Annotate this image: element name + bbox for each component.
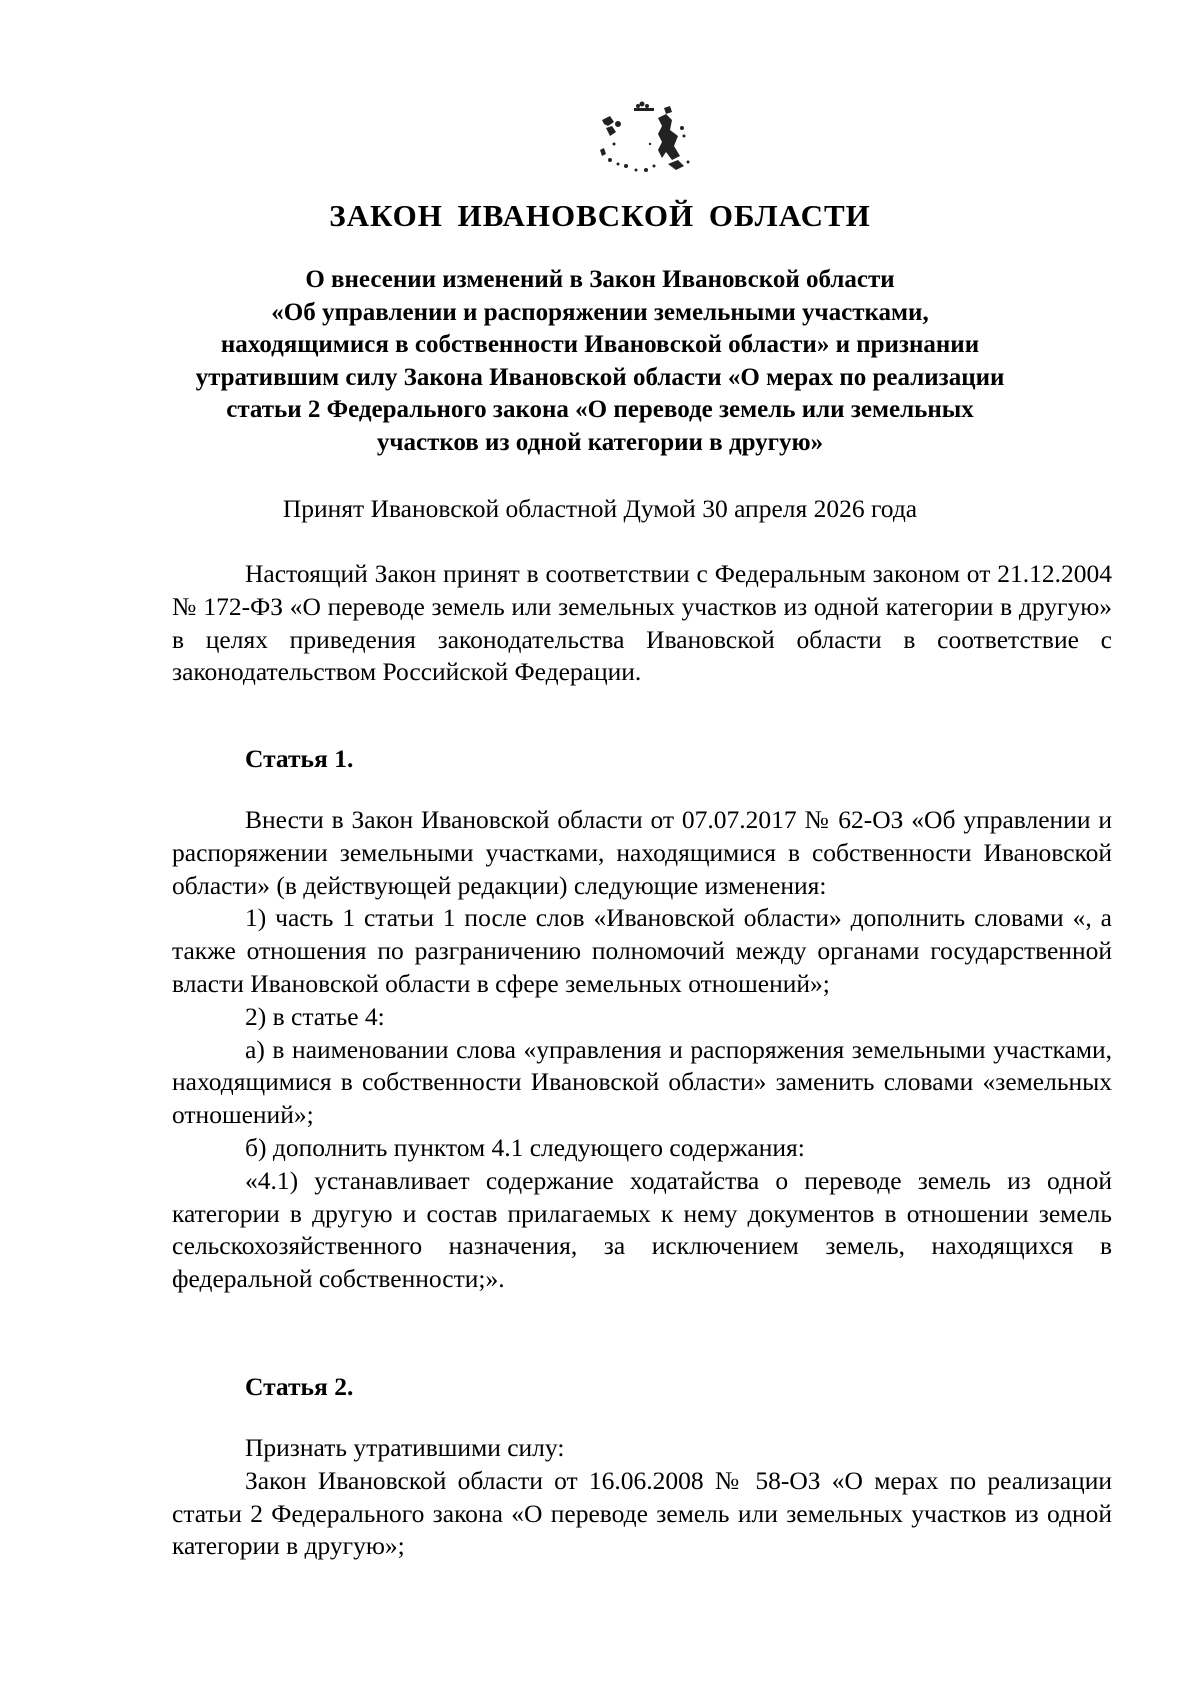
article-2-paragraph: Признать утратившими силу: <box>245 1433 565 1462</box>
regional-coat-of-arms-icon <box>598 100 692 180</box>
law-title-line: «Об управлении и распоряжении земельными участками, <box>271 298 929 326</box>
article-2-paragraph: Закон Ивановской области от 16.06.2008 № 58-ОЗ «О мерах по реализации статьи 2 Федерального закона «О переводе земель или земельных участков из одной категории в другую»; <box>172 1465 1112 1561</box>
article-1-heading: Статья 1. <box>245 744 354 773</box>
adoption-line: Принят Ивановской областной Думой 30 апреля 2026 года <box>282 494 918 523</box>
preamble-paragraph: Настоящий Закон принят в соответствии с Федеральным законом от 21.12.2004 № 172-ФЗ «О переводе земель или земельных участков из одной категории в другую» в целях приведения законодательства Ивановской области в соответствие с законодательством Российской Федерации. <box>172 559 1112 687</box>
article-1-paragraph: Внести в Закон Ивановской области от 07.07.2017 № 62-ОЗ «Об управлении и распоряжении земельными участками, находящимися в собственности Ивановской области» (в действующей редакции) следующие изменения: <box>172 805 1112 900</box>
law-title-line: статьи 2 Федерального закона «О переводе земель или земельных <box>226 396 974 423</box>
law-title <box>150 264 1050 459</box>
article-1-paragraph: «4.1) устанавливает содержание ходатайства о переводе земель из одной категории в другую и состав прилагаемых к нему документов в отношении земель сельскохозяйственного назначения, за исключением земель, находящихся в федеральной собственности;». <box>172 1165 1112 1294</box>
document-type-heading: ЗАКОН ИВАНОВСКОЙ ОБЛАСТИ <box>329 198 871 233</box>
law-title-line: находящимися в собственности Ивановской области» и признании <box>220 331 980 358</box>
article-1-paragraph: 1) часть 1 статьи 1 после слов «Ивановской области» дополнить словами «, а также отношения по разграничению полномочий между органами государственной власти Ивановской области в сфере земельных отношений»; <box>172 903 1112 998</box>
preamble-block <box>172 558 1112 689</box>
article-2-heading: Статья 2. <box>245 1372 354 1401</box>
article-2-body <box>172 1432 1112 1563</box>
law-title-line: О внесении изменений в Закон Ивановской области <box>305 266 895 293</box>
article-1-body <box>172 804 1112 1296</box>
article-1-paragraph: 2) в статье 4: <box>245 1001 385 1031</box>
article-1-paragraph: а) в наименовании слова «управления и распоряжения земельными участками, находящимися в собственности Ивановской области» заменить словами «земельных отношений»; <box>172 1034 1112 1130</box>
law-title-line: утратившим силу Закона Ивановской области «О мерах по реализации <box>195 363 1005 391</box>
law-title-line: участков из одной категории в другую» <box>376 428 824 456</box>
article-1-paragraph: б) дополнить пунктом 4.1 следующего содержания: <box>245 1132 805 1162</box>
